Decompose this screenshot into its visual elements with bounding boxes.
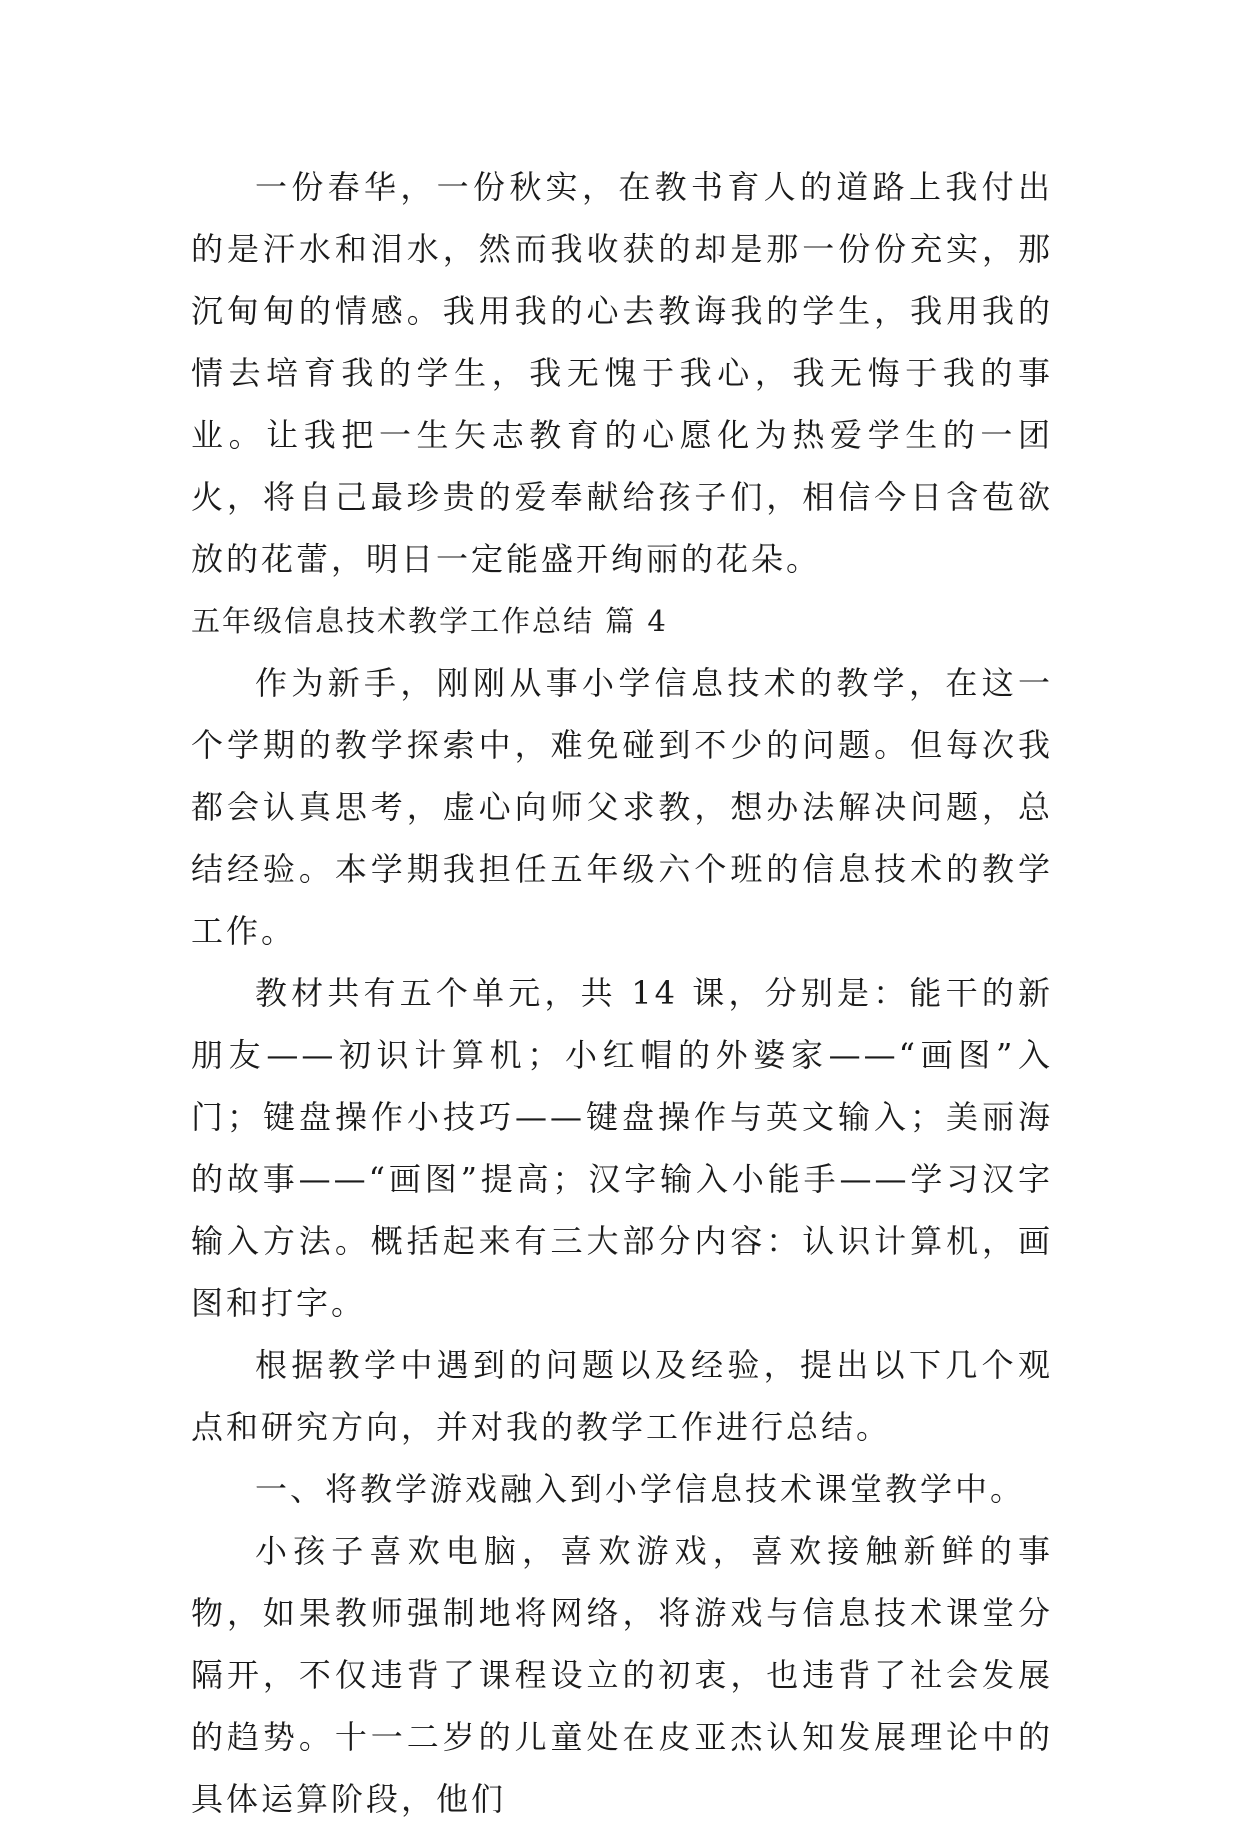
paragraph: 教材共有五个单元，共 14 课，分别是：能干的新朋友——初识计算机；小红帽的外婆家——“画图”入门；键盘操作小技巧——键盘操作与英文输入；美丽海的故事——“画图”提高；汉字输入小能手——学习汉字输入方法。概括起来有三大部分内容：认识计算机，画图和打字。 xyxy=(191,974,1053,1322)
paragraph: 小孩子喜欢电脑，喜欢游戏，喜欢接触新鲜的事物，如果教师强制地将网络，将游戏与信息技术课堂分隔开，不仅违背了课程设立的初衷，也违背了社会发展的趋势。十一二岁的儿童处在皮亚杰认知发展理论中的具体运算阶段，他们 xyxy=(191,1532,1053,1818)
paragraph: 一份春华，一份秋实，在教书育人的道路上我付出的是汗水和泪水，然而我收获的却是那一份份充实，那沉甸甸的情感。我用我的心去教诲我的学生，我用我的情去培育我的学生，我无愧于我心，我无悔于我的事业。让我把一生矢志教育的心愿化为热爱学生的一团火，将自己最珍贵的爱奉献给孩子们，相信今日含苞欲放的花蕾，明日一定能盛开绚丽的花朵。 xyxy=(191,168,1053,578)
paragraph: 作为新手，刚刚从事小学信息技术的教学，在这一个学期的教学探索中，难免碰到不少的问题。但每次我都会认真思考，虚心向师父求教，想办法解决问题，总结经验。本学期我担任五年级六个班的信息技术的教学工作。 xyxy=(191,664,1053,950)
paragraph: 根据教学中遇到的问题以及经验，提出以下几个观点和研究方向，并对我的教学工作进行总结。 xyxy=(191,1346,1053,1446)
paragraph: 一、将教学游戏融入到小学信息技术课堂教学中。 xyxy=(255,1470,1026,1508)
section-heading: 五年级信息技术教学工作总结 篇 4 xyxy=(191,604,668,638)
document-body xyxy=(191,156,1053,1830)
